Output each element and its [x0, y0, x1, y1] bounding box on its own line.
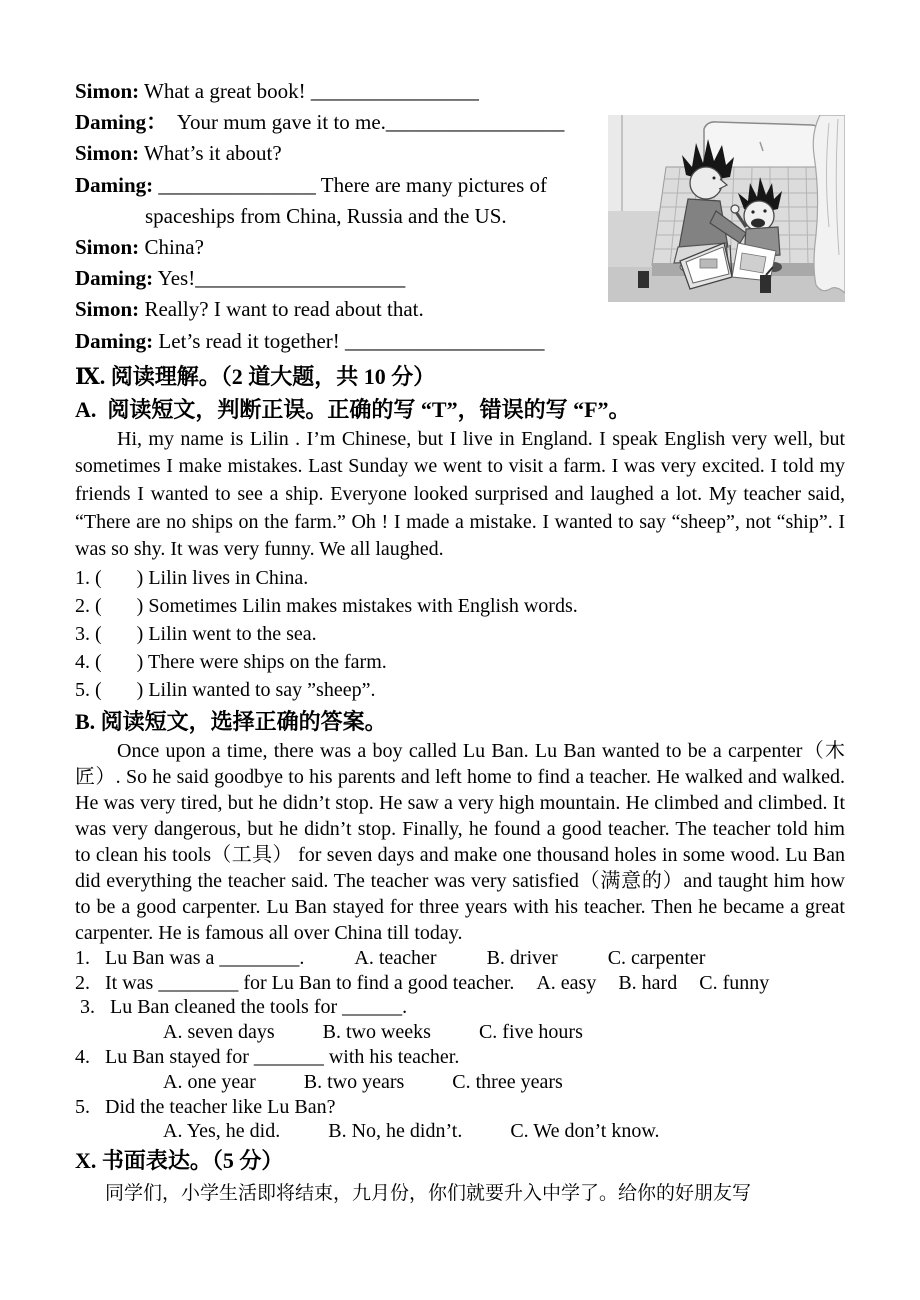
speaker-name: Simon:	[75, 79, 140, 103]
option-a: A. easy	[536, 971, 597, 994]
dialogue-text: What a great book! ________________	[139, 79, 479, 103]
section-ix-heading: Ⅸ. 阅读理解。（2 道大题，共 10 分）	[75, 363, 436, 389]
two-boys-reading-illustration-svg	[608, 115, 845, 302]
boy-left-head	[690, 167, 722, 199]
speaker-name: Daming:	[75, 266, 154, 291]
passage-a: Hi, my name is Lilin . I’m Chinese, but I live in England. I speak English very well, but sometimes I make mistakes. Last Sunday we went to visit a farm. I was very excited. I told my friends I wanted to see a ship. Everyone looked surprised and laughed a lot. My teacher said, “There are no ships on the farm.” Oh ! I made a mistake. I wanted to say “sheep”, not “ship”. I was so shy. It was very funny. We all laughed.	[75, 427, 845, 561]
option-b: B. two weeks	[322, 1021, 431, 1044]
option-c: C. five hours	[478, 1021, 583, 1044]
tf-item-4: 4. ( ) There were ships on the farm.	[75, 650, 387, 673]
boy-right-eye-left	[751, 210, 754, 213]
option-c: C. three years	[452, 1070, 563, 1093]
book-picture-box	[740, 253, 766, 273]
tf-item-3: 3. ( ) Lilin went to the sea.	[75, 622, 317, 645]
part-a-heading: A. 阅读短文，判断正误。正确的写 “T”，错误的写 “F”。	[75, 396, 631, 422]
option-a: A. seven days	[163, 1021, 275, 1044]
bedtime-reading-illustration	[608, 115, 845, 302]
question-stem: 4. Lu Ban stayed for _______ with his teacher.	[75, 1045, 460, 1068]
multiple-choice-questions	[75, 946, 845, 1144]
option-c: C. funny	[699, 971, 770, 994]
option-a: A. one year	[163, 1070, 256, 1093]
dialogue-line	[75, 326, 845, 357]
tf-item-1: 1. ( ) Lilin lives in China.	[75, 566, 309, 589]
question-stem: 2. It was ________ for Lu Ban to find a good teacher.	[75, 971, 515, 994]
dialogue-text: Really? I want to read about that.	[139, 297, 424, 322]
dialogue-text: Yes!____________________	[153, 266, 406, 291]
option-c: C. We don’t know.	[510, 1120, 660, 1143]
option-b: B. hard	[618, 971, 678, 994]
dialogue-text: _______________ There are many pictures of	[153, 172, 548, 197]
dialogue-text: Let’s read it together! ___________________	[153, 328, 545, 353]
option-b: B. driver	[486, 946, 558, 969]
writing-prompt: 同学们，小学生活即将结束，九月份，你们就要升入中学了。给你的好朋友写	[105, 1183, 752, 1205]
mc-question-4-options	[75, 1070, 845, 1095]
option-a: A. Yes, he did.	[163, 1120, 281, 1143]
boy-right-eye-right	[763, 209, 766, 212]
option-b: B. two years	[303, 1070, 405, 1093]
dialogue-text: Your mum gave it to me._________________	[167, 110, 565, 135]
mc-question-5	[75, 1095, 845, 1120]
speaker-name: Daming：	[75, 110, 168, 135]
question-stem: 1. Lu Ban was a ________.	[75, 946, 305, 969]
tf-item-2: 2. ( ) Sometimes Lilin makes mistakes with English words.	[75, 594, 578, 617]
mc-question-4	[75, 1045, 845, 1070]
true-false-items	[75, 564, 845, 704]
option-a: A. teacher	[354, 946, 437, 969]
dialogue-text: China?	[139, 235, 204, 260]
passage-b: Once upon a time, there was a boy called Lu Ban. Lu Ban wanted to be a carpenter（木匠）. So he said goodbye to his parents and left home to find a teacher. He walked and walked. He was very tired, but he didn’t stop. He saw a very high mountain. He climbed and climbed. It was very dangerous, but he didn’t stop. Finally, he found a good teacher. The teacher told him to clean his tools（工具） for seven days and make one thousand holes in some wood. Lu Ban did everything the teacher said. The teacher was very satisfied（满意的）and taught him how to be a good carpenter. Lu Ban stayed for three years with his teacher. Then he became a great carpenter. He is famous all over China till today.	[75, 739, 845, 944]
part-b-heading: B. 阅读短文，选择正确的答案。	[75, 708, 387, 734]
book-title-box	[700, 259, 717, 268]
mc-question-2	[75, 971, 845, 996]
boy-right-open-mouth	[751, 219, 765, 228]
dialogue-text: What’s it about?	[139, 141, 282, 166]
speaker-name: Daming:	[75, 172, 154, 197]
dialogue-line	[75, 76, 845, 107]
curtain	[813, 115, 845, 293]
mc-question-1	[75, 946, 845, 971]
section-x-heading: X. 书面表达。（5 分）	[75, 1148, 284, 1174]
dialogue-text: spaceships from China, Russia and the US.	[145, 203, 507, 228]
speaker-name: Simon:	[75, 141, 140, 166]
boy-right-hand	[731, 205, 739, 213]
question-stem: 3. Lu Ban cleaned the tools for ______.	[75, 996, 408, 1019]
tf-item-5: 5. ( ) Lilin wanted to say ”sheep”.	[75, 678, 376, 701]
speaker-name: Simon:	[75, 297, 140, 322]
speaker-name: Simon:	[75, 235, 140, 260]
mc-question-3	[75, 995, 845, 1020]
mc-question-3-options	[75, 1020, 845, 1045]
cup-left	[638, 271, 649, 288]
mc-question-5-options	[75, 1119, 845, 1144]
speaker-name: Daming:	[75, 328, 154, 353]
question-stem: 5. Did the teacher like Lu Ban?	[75, 1095, 336, 1118]
option-c: C. carpenter	[607, 946, 706, 969]
boy-left-eye	[713, 177, 716, 180]
option-b: B. No, he didn’t.	[328, 1120, 463, 1143]
